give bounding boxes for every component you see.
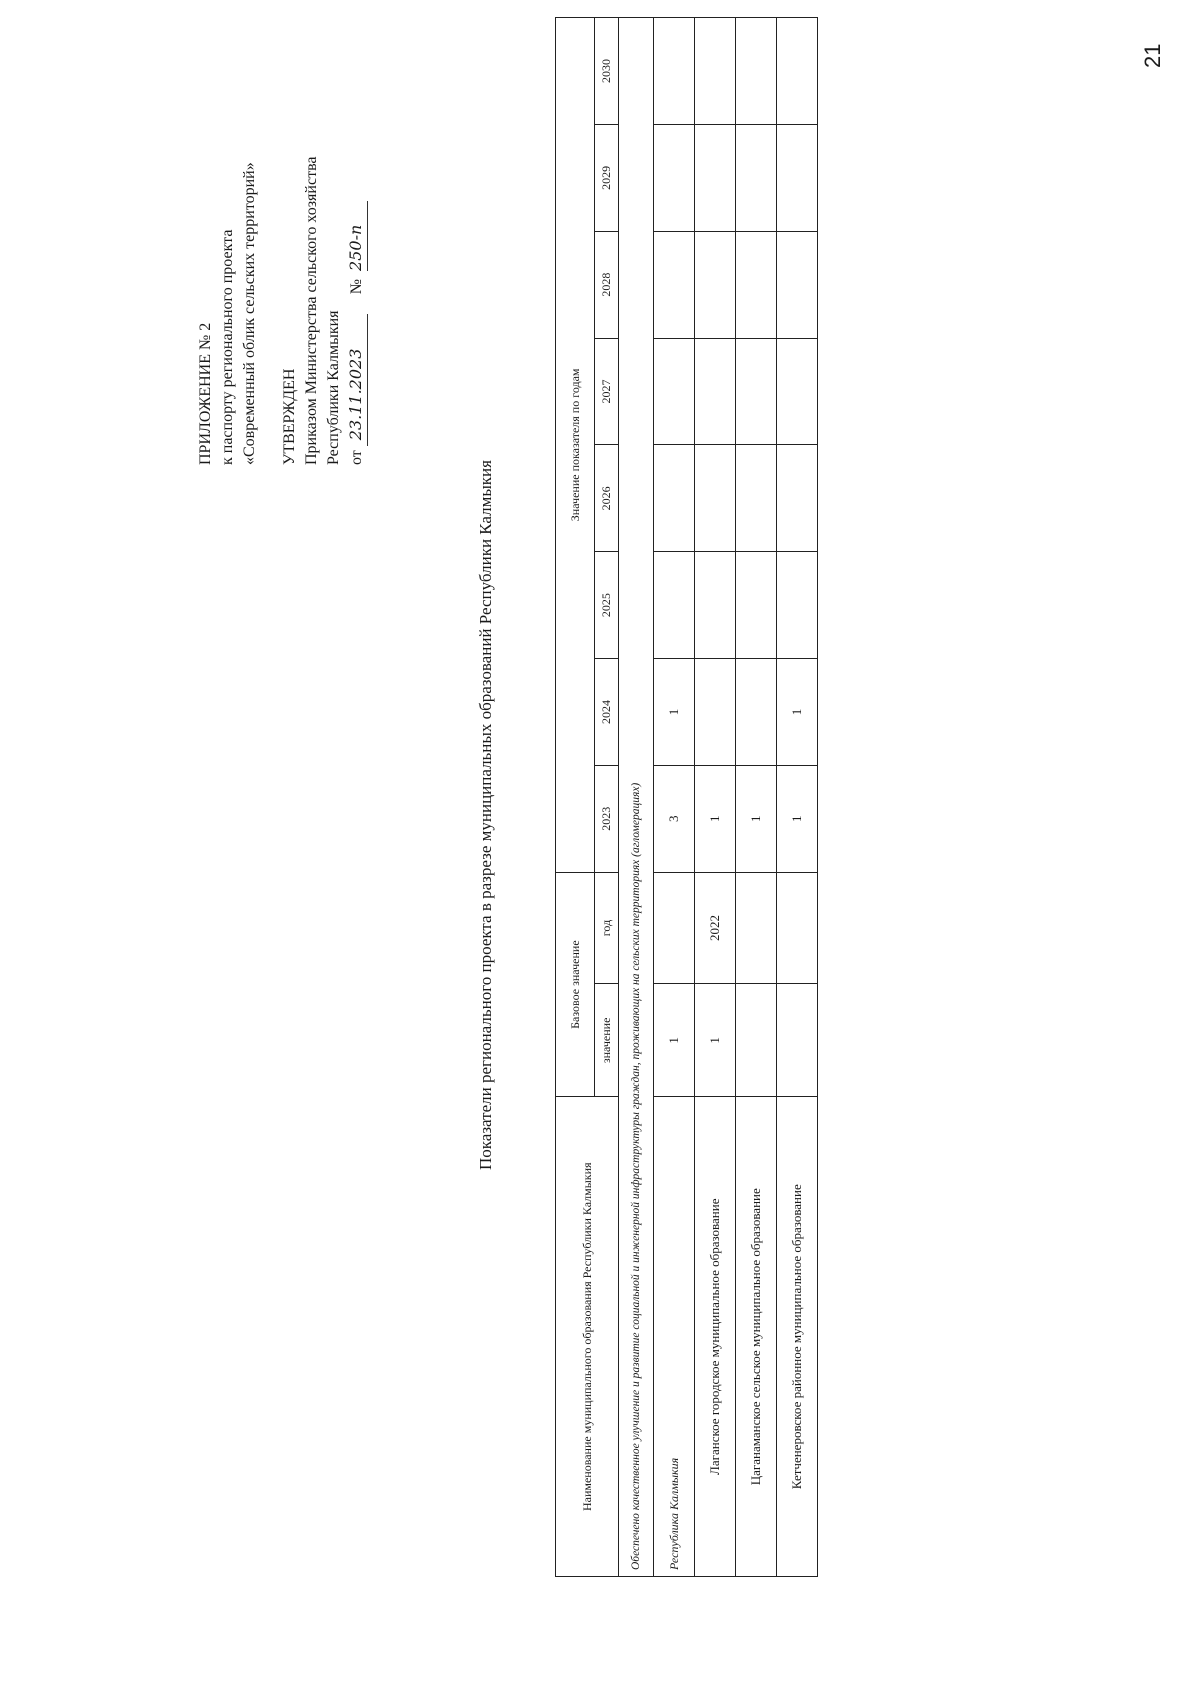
year-value-cell	[736, 659, 777, 766]
table-row	[777, 18, 818, 1577]
order-date-number	[345, 45, 368, 465]
year-value-cell	[654, 18, 695, 125]
section-title: Обеспечено качественное улучшение и развитие социальной и инженерной инфраструктуры граждан, проживающих на сельских территориях (агломерациях)	[619, 18, 654, 1577]
handwritten-number: 250-п	[345, 201, 368, 271]
header-year: 2026	[595, 445, 619, 552]
municipality-name: Кетченеровское районное муниципальное образование	[777, 1097, 818, 1577]
year-value-cell	[695, 18, 736, 125]
year-value-cell	[777, 552, 818, 659]
year-value-cell	[654, 231, 695, 338]
header-year: 2027	[595, 338, 619, 445]
base-year-cell	[654, 872, 695, 984]
year-value-cell	[777, 124, 818, 231]
header-year: 2029	[595, 124, 619, 231]
handwritten-date: 23.11.2023	[345, 314, 368, 446]
year-value-cell: 1	[777, 765, 818, 872]
municipality-name: Цаганаманское сельское муниципальное образование	[736, 1097, 777, 1577]
year-value-cell	[736, 552, 777, 659]
municipality-name: Лаганское городское муниципальное образование	[695, 1097, 736, 1577]
header-year: 2028	[595, 231, 619, 338]
table-row	[736, 18, 777, 1577]
year-value-cell: 1	[736, 765, 777, 872]
base-year-cell	[736, 872, 777, 984]
header-year: 2024	[595, 659, 619, 766]
base-year-cell	[777, 872, 818, 984]
year-value-cell	[736, 18, 777, 125]
year-value-cell	[736, 338, 777, 445]
year-value-cell	[654, 445, 695, 552]
year-value-cell	[777, 445, 818, 552]
header-municipality: Наименование муниципального образования Республики Калмыкия	[556, 1097, 619, 1577]
year-value-cell: 1	[695, 765, 736, 872]
number-prefix: №	[348, 278, 365, 295]
header-year: 2023	[595, 765, 619, 872]
year-value-cell	[736, 231, 777, 338]
base-value-cell	[736, 984, 777, 1097]
year-value-cell	[695, 445, 736, 552]
document-title: Показатели регионального проекта в разрезе муниципальных образований Республики Калмыкия	[476, 460, 495, 1170]
year-value-cell: 1	[654, 659, 695, 766]
year-value-cell	[736, 124, 777, 231]
project-name: «Современный облик сельских территорий»	[241, 162, 258, 465]
base-value-cell	[777, 984, 818, 1097]
header-values-by-year: Значение показателя по годам	[556, 18, 595, 873]
order-line-1: Приказом Министерства сельского хозяйства	[303, 156, 320, 465]
approval-block	[195, 45, 368, 465]
header-year: 2025	[595, 552, 619, 659]
appendix-label: ПРИЛОЖЕНИЕ № 2	[197, 322, 214, 465]
year-value-cell	[654, 552, 695, 659]
year-value-cell	[695, 552, 736, 659]
base-value-cell: 1	[695, 984, 736, 1097]
year-value-cell	[695, 124, 736, 231]
year-value-cell	[695, 231, 736, 338]
year-value-cell	[777, 338, 818, 445]
year-value-cell	[777, 231, 818, 338]
section-row	[619, 18, 654, 1577]
passport-label: к паспорту регионального проекта	[219, 229, 236, 465]
year-value-cell: 1	[777, 659, 818, 766]
approved-label: УТВЕРЖДЕН	[281, 368, 298, 465]
page-number: 21	[1140, 43, 1165, 68]
header-year: 2030	[595, 18, 619, 125]
year-value-cell	[695, 659, 736, 766]
table-row	[654, 18, 695, 1577]
year-value-cell	[777, 18, 818, 125]
order-line-2: Республики Калмыкия	[325, 310, 342, 465]
year-value-cell: 3	[654, 765, 695, 872]
year-value-cell	[654, 124, 695, 231]
year-value-cell	[695, 338, 736, 445]
base-year-cell: 2022	[695, 872, 736, 984]
header-base-value-year: год	[595, 872, 619, 984]
date-prefix: от	[348, 450, 365, 465]
header-base-value-value: значение	[595, 984, 619, 1097]
indicators-table	[555, 17, 818, 1577]
table-row	[695, 18, 736, 1577]
municipality-name: Республика Калмыкия	[654, 1097, 695, 1577]
year-value-cell	[736, 445, 777, 552]
year-value-cell	[654, 338, 695, 445]
header-base-value: Базовое значение	[556, 872, 595, 1097]
base-value-cell: 1	[654, 984, 695, 1097]
